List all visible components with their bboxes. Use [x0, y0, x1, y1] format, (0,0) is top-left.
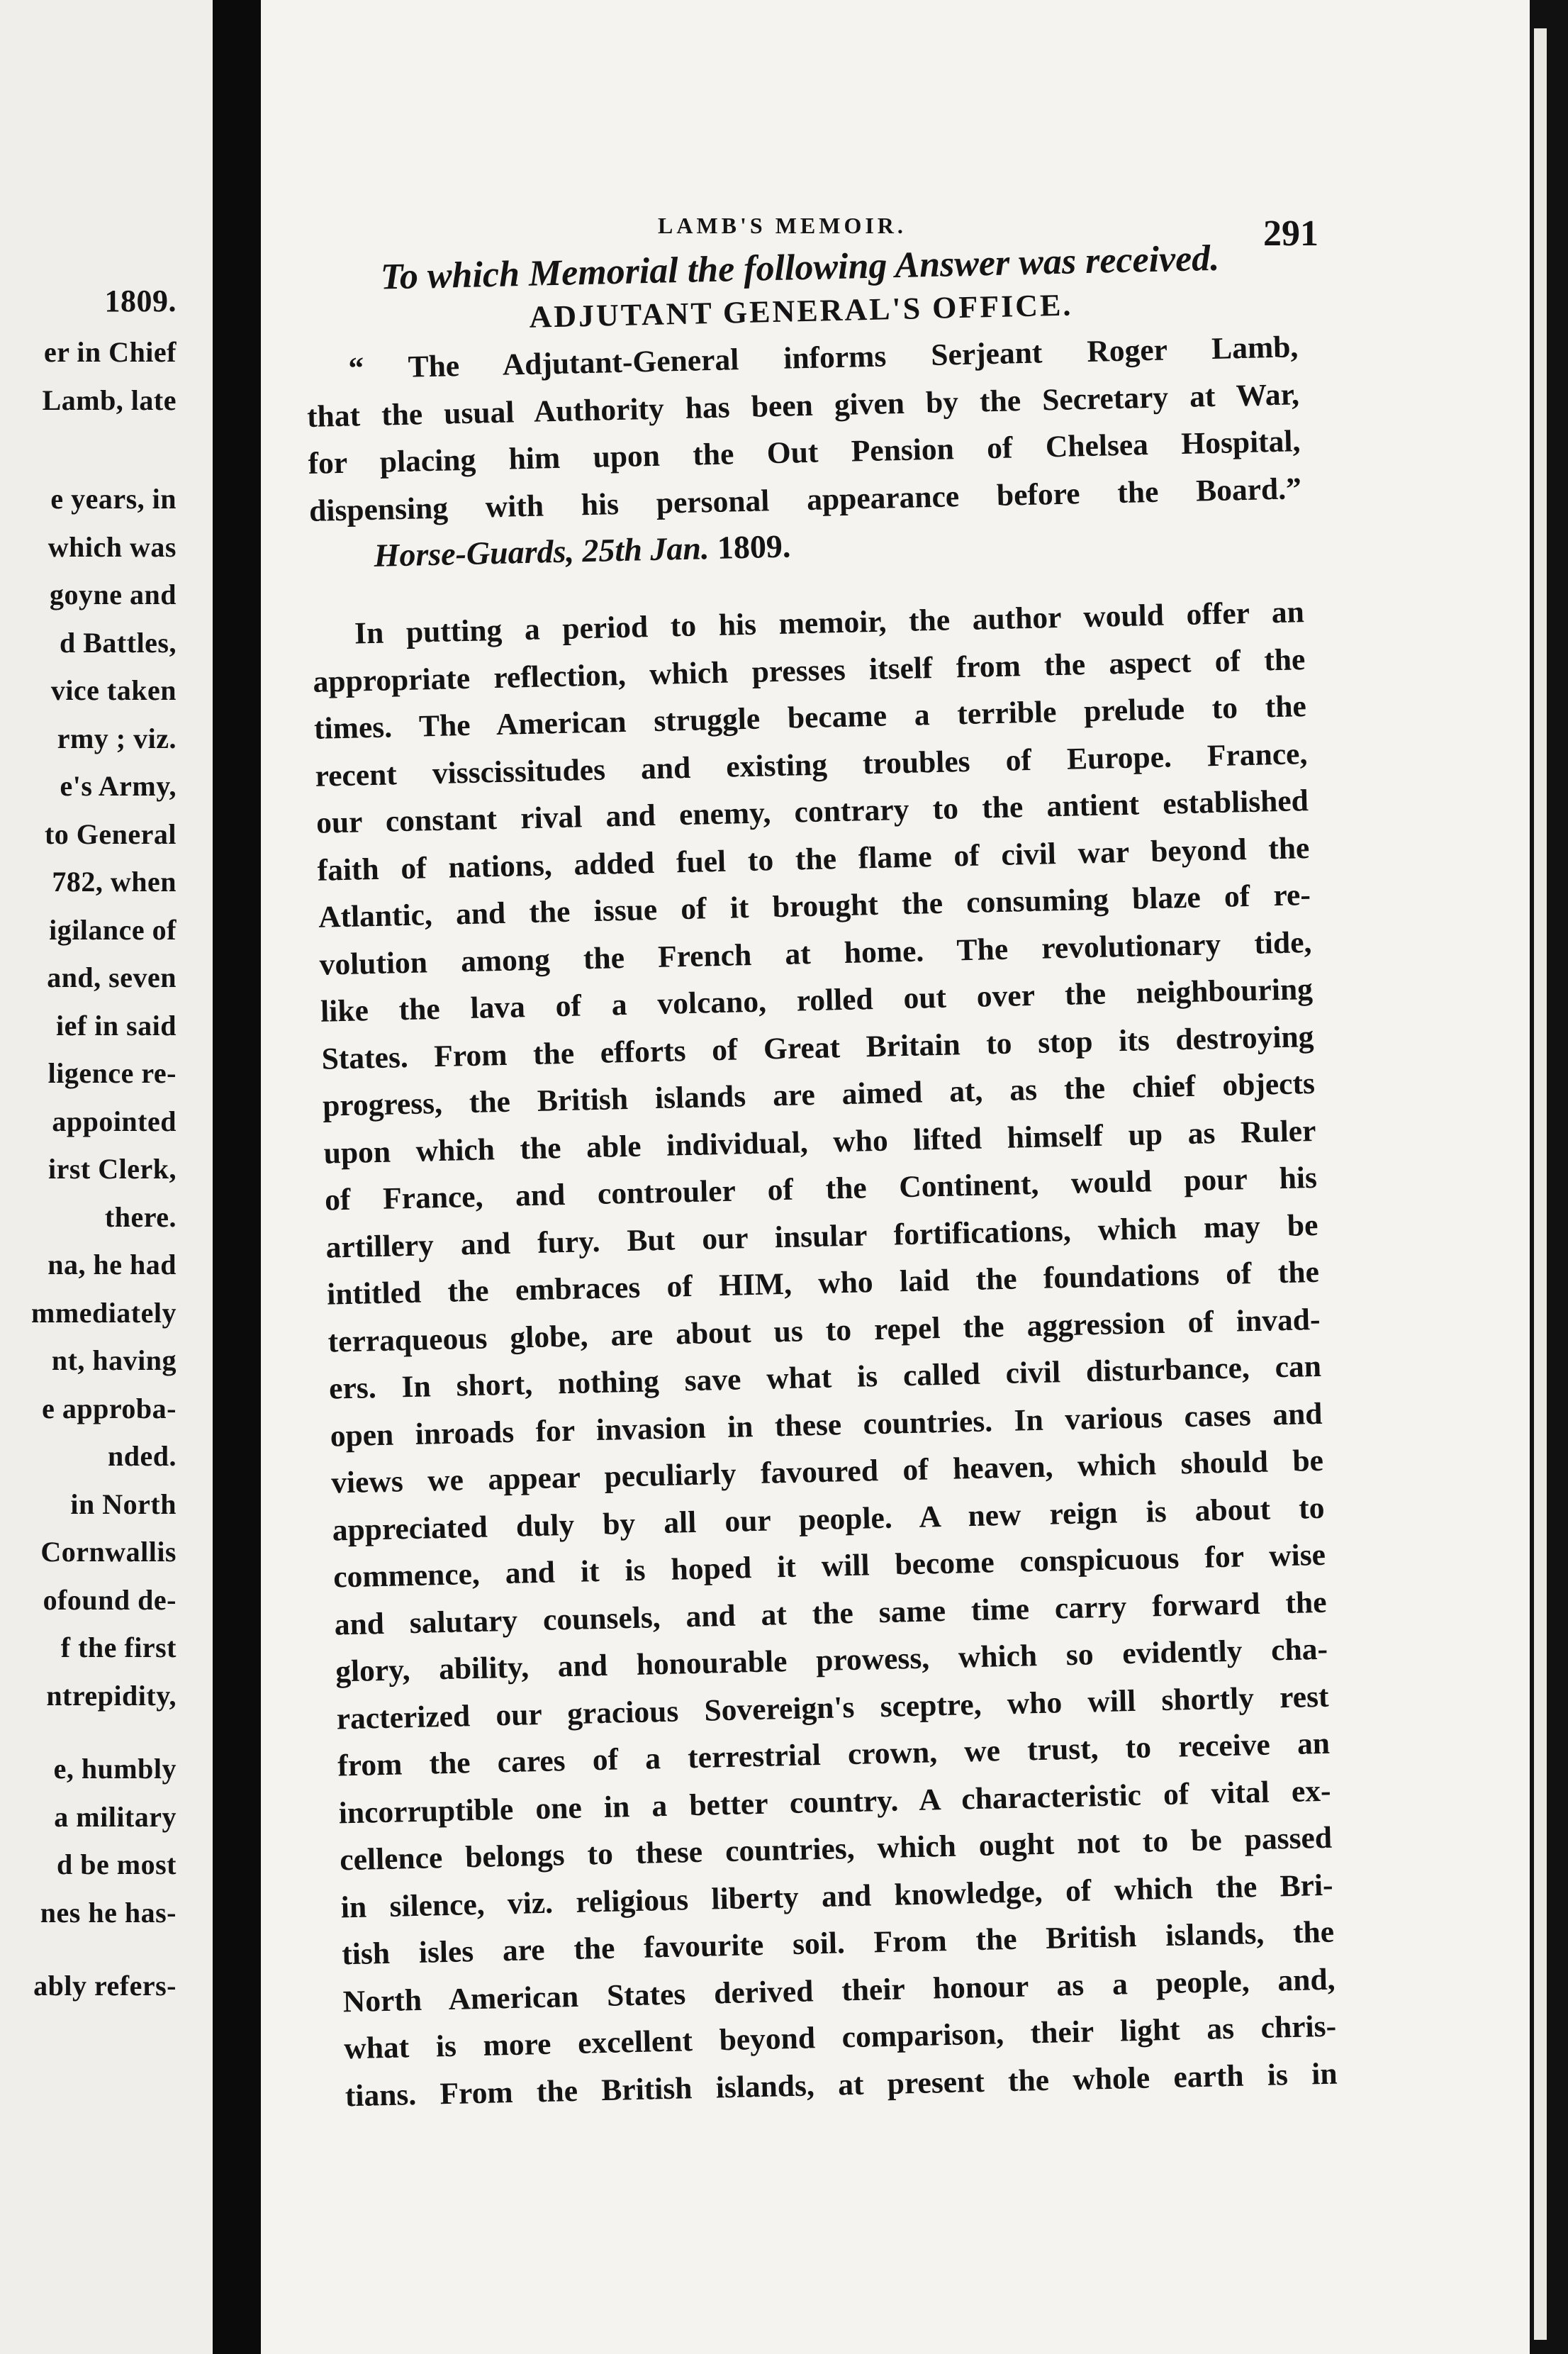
- facing-page-line: er in Chief: [44, 336, 177, 368]
- body-line: faith of nations, added fuel to the flame of civil war beyond the: [317, 830, 1310, 888]
- running-head: LAMB'S MEMOIR.: [658, 213, 907, 238]
- body-line: appreciated duly by all our people. A new reign is about to: [332, 1490, 1325, 1548]
- facing-page-gap: [31, 1719, 177, 1745]
- memorial-caption: To which Memorial the following Answer was received.: [380, 238, 1220, 298]
- facing-page-line: 1809.: [104, 284, 177, 318]
- facing-page-line: vice taken: [50, 674, 177, 706]
- body-line: our constant rival and enemy, contrary to the antient established: [315, 783, 1309, 840]
- facing-page-line: and, seven: [47, 961, 177, 993]
- facing-page-line: appointed: [52, 1105, 177, 1137]
- body-line: racterized our gracious Sovereign's sceptre, who will shortly rest: [336, 1679, 1329, 1736]
- facing-page-gap: [31, 450, 177, 475]
- facing-page-gap: [31, 424, 177, 450]
- body-line: Atlantic, and the issue of it brought the consuming blaze of re-: [318, 878, 1311, 935]
- facing-page-line: to General: [44, 818, 177, 850]
- facing-page-line: a military: [54, 1800, 177, 1833]
- facing-page-fragment: [0, 0, 245, 2354]
- facing-page-line: ofound de-: [43, 1583, 177, 1616]
- facing-page-line: e, humbly: [53, 1753, 177, 1785]
- quote-line: that the usual Authority has been given by the Secretary at War,: [306, 376, 1300, 434]
- quote-line: dispensing with his personal appearance before the Board.”: [308, 471, 1302, 528]
- facing-page-line: Lamb, late: [42, 384, 177, 416]
- body-line: commence, and it is hoped it will become conspicuous for wise: [332, 1537, 1326, 1595]
- facing-page-line: rmy ; viz.: [57, 722, 177, 754]
- body-line: recent visscissitudes and existing troubles of Europe. France,: [315, 736, 1308, 793]
- facing-page-line: which was: [47, 530, 177, 563]
- body-line: cellence belongs to these countries, which ought not to be passed: [339, 1820, 1333, 1878]
- body-line: appropriate reflection, which presses itself from the aspect of the: [313, 642, 1306, 699]
- body-line: North American States derived their honour as a people, and,: [342, 1962, 1336, 2019]
- facing-page-line: e approba-: [42, 1392, 177, 1424]
- facing-page-line: ntrepidity,: [46, 1679, 177, 1712]
- quote-line: for placing him upon the Out Pension of Chelsea Hospital,: [308, 424, 1301, 481]
- body-line: tish isles are the favourite soil. From the British islands, the: [341, 1914, 1335, 1972]
- facing-page-line: mmediately: [31, 1296, 177, 1329]
- facing-page-line: in North: [70, 1488, 177, 1520]
- dateline-place: Horse-Guards,: [374, 532, 575, 574]
- facing-page-line: Cornwallis: [40, 1536, 177, 1568]
- body-line: glory, ability, and honourable prowess, which so evidently cha-: [335, 1631, 1328, 1689]
- body-line: States. From the efforts of Great Britain to stop its destroying: [321, 1019, 1314, 1076]
- dateline-year: 1809.: [717, 528, 791, 566]
- body-line: of France, and controuler of the Continent, would pour his: [324, 1160, 1318, 1217]
- quote-line: “ The Adjutant-General informs Serjeant Roger Lamb,: [348, 330, 1299, 386]
- page-text: [303, 234, 1338, 2119]
- facing-page-line: igilance of: [49, 913, 177, 946]
- facing-page-line: d Battles,: [60, 626, 177, 659]
- book-page: [261, 0, 1530, 2354]
- body-line: and salutary counsels, and at the same time carry forward the: [334, 1585, 1327, 1641]
- facing-page-line: nt, having: [51, 1344, 177, 1376]
- facing-page-line: nes he has-: [40, 1896, 177, 1929]
- facing-page-line: irst Clerk,: [47, 1153, 177, 1185]
- book-gutter: [213, 0, 261, 2354]
- body-line: what is more excellent beyond comparison, their light as chris-: [343, 2009, 1337, 2066]
- body-line: ers. In short, nothing save what is called civil disturbance, can: [328, 1349, 1322, 1406]
- facing-page-line: na, he had: [47, 1249, 177, 1281]
- body-line: in silence, viz. religious liberty and knowledge, of which the Bri-: [340, 1868, 1334, 1924]
- facing-page-line: there.: [104, 1200, 177, 1233]
- dateline-date: 25th Jan.: [581, 530, 710, 569]
- page-edge: [1530, 0, 1568, 2354]
- facing-page-line: ably refers-: [33, 1970, 177, 2002]
- facing-page-line: e years, in: [50, 483, 177, 515]
- body-line: In putting a period to his memoir, the author would offer an: [354, 595, 1305, 651]
- body-line: open inroads for invasion in these countries. In various cases and: [330, 1396, 1323, 1454]
- body-line: tians. From the British islands, at present the whole earth is in: [345, 2056, 1338, 2113]
- facing-page-line: ligence re-: [47, 1057, 177, 1089]
- body-line: artillery and fury. But our insular fortifications, which may be: [325, 1207, 1318, 1265]
- facing-page-line: ief in said: [56, 1009, 177, 1042]
- body-line: volution among the French at home. The revolutionary tide,: [319, 925, 1312, 982]
- body-line: like the lava of a volcano, rolled out over the neighbouring: [320, 971, 1314, 1029]
- body-line: progress, the British islands are aimed at, as the chief objects: [322, 1066, 1316, 1123]
- body-line: views we appear peculiarly favoured of heaven, which should be: [330, 1443, 1324, 1500]
- body-line: from the cares of a terrestrial crown, we trust, to receive an: [337, 1726, 1331, 1783]
- facing-page-line: goyne and: [50, 579, 177, 610]
- page-number: 291: [1263, 213, 1318, 254]
- facing-page-line: e's Army,: [60, 770, 177, 802]
- facing-page-gap: [31, 1936, 177, 1962]
- office-heading: ADJUTANT GENERAL'S OFFICE.: [528, 287, 1073, 335]
- facing-page-line: 782, when: [52, 866, 177, 898]
- body-line: terraqueous globe, are about us to repel the aggression of invad-: [327, 1302, 1321, 1359]
- facing-page-line: f the first: [60, 1631, 177, 1663]
- body-line: upon which the able individual, who lifted himself up as Ruler: [323, 1113, 1316, 1171]
- body-line: incorruptible one in a better country. A characteristic of vital ex-: [338, 1773, 1331, 1830]
- body-line: intitled the embraces of HIM, who laid the foundations of the: [326, 1254, 1320, 1312]
- facing-page-text: [31, 280, 177, 2010]
- facing-page-line: nded.: [108, 1440, 177, 1472]
- facing-page-line: d be most: [57, 1848, 177, 1880]
- page-edge-sheet: [1534, 28, 1547, 2340]
- body-line: times. The American struggle became a terrible prelude to the: [313, 689, 1307, 746]
